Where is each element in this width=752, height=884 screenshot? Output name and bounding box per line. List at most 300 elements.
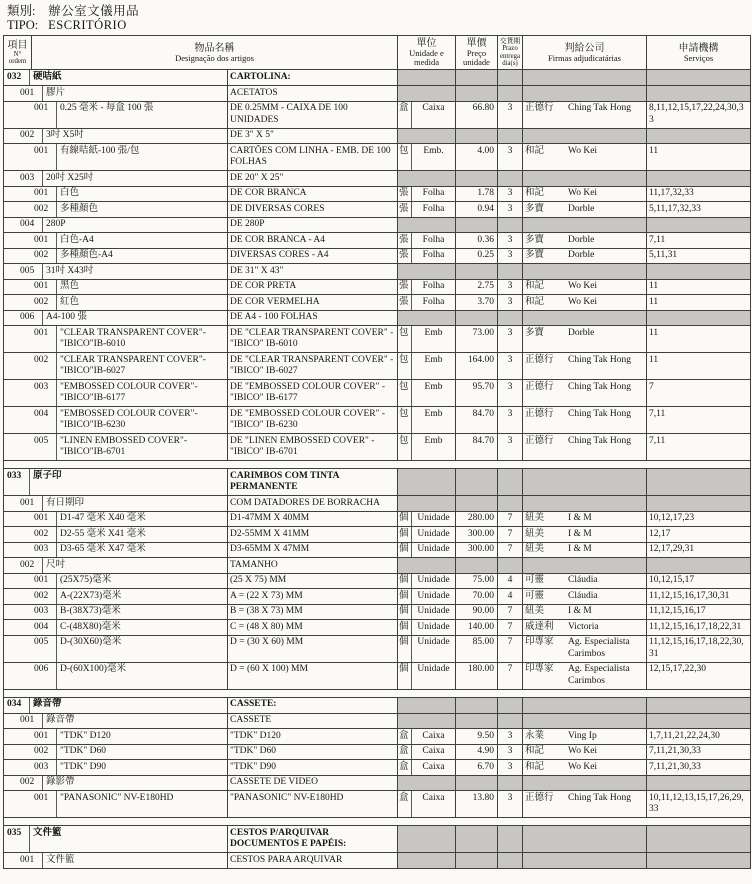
unit-symbol: 個: [398, 574, 412, 589]
firm-name-pt: Wo Kei: [568, 761, 598, 772]
designation-cell: [4, 573, 228, 589]
shaded-cell: [523, 469, 647, 496]
item-number: 001: [17, 853, 43, 868]
unit-cell: [398, 511, 456, 527]
section-spacer: [4, 689, 751, 697]
firm-cell: [523, 434, 647, 461]
designation-zh: D1-47 毫米 X40 毫米: [60, 513, 146, 523]
designation-pt: DE A4 - 100 FOLHAS: [228, 310, 398, 326]
unit-price: 0.36: [456, 233, 498, 249]
designation-cell: [4, 407, 228, 434]
designation-cell: [4, 791, 228, 818]
table-row-item: [4, 295, 751, 311]
designation-pt: DE "LINEN EMBOSSED COVER" - "IBICO" IB-6701: [228, 434, 398, 461]
unit-symbol: 包: [398, 326, 412, 352]
firm-cell: [523, 295, 647, 311]
spacer-cell: [4, 818, 751, 826]
shaded-cell: [523, 558, 647, 574]
designation-cell: [4, 217, 228, 233]
firm-cell: [523, 527, 647, 543]
unit-name: Emb.: [423, 145, 444, 156]
shaded-cell: [456, 775, 498, 791]
services-list: 7: [647, 380, 751, 407]
designation-zh: C-(48X80)毫米: [60, 621, 121, 632]
col-header-unit-zh: 單位: [416, 38, 437, 49]
designation-zh: 錄影帶: [46, 777, 75, 787]
delivery-days: 3: [498, 407, 523, 434]
firm-name-zh: 紐美: [525, 528, 545, 539]
table-row-item: [4, 589, 751, 605]
firm-name-zh: 正德行: [525, 408, 554, 419]
col-header-prazo-pt1: Prazo: [502, 45, 518, 53]
designation-cell: [4, 233, 228, 249]
table-row-sub: [4, 217, 751, 233]
shaded-cell: [498, 697, 523, 713]
designation-cell: [4, 826, 228, 853]
unit-name: Caixa: [422, 792, 445, 803]
col-header-item-pt2: ordem: [8, 58, 27, 65]
designation-cell: [4, 434, 228, 461]
services-list: 11,12,15,16,17,18,22,31: [647, 620, 751, 636]
designation-zh: 錄音帶: [46, 715, 75, 725]
shaded-cell: [498, 775, 523, 791]
category-value: 辦公室文儀用品: [48, 4, 140, 18]
unit-cell: [398, 248, 456, 264]
shaded-cell: [523, 826, 647, 853]
firm-name-zh: 正德行: [525, 381, 554, 392]
unit-price: 280.00: [456, 511, 498, 527]
designation-cell: [4, 186, 228, 202]
table-row-section: [4, 826, 751, 853]
firm-name-pt: I & M: [568, 606, 592, 616]
services-list: 11: [647, 295, 751, 311]
table-row-sub: [4, 86, 751, 102]
firm-name-pt: Dorble: [568, 234, 595, 245]
table-row-item: [4, 760, 751, 776]
designation-zh: "CLEAR TRANSPARENT COVER"-"IBICO"IB-6027: [60, 354, 206, 376]
unit-price: 90.00: [456, 604, 498, 620]
shaded-cell: [647, 853, 751, 869]
designation-cell: [4, 713, 228, 729]
shaded-cell: [456, 713, 498, 729]
unit-name: Emb: [424, 327, 443, 338]
item-number: 001: [31, 729, 57, 744]
designation-zh: 白色-A4: [60, 234, 94, 245]
services-list: 12,17,29,31: [647, 542, 751, 558]
firm-name-zh: 紐美: [525, 606, 545, 616]
designation-pt: DE DIVERSAS CORES: [228, 202, 398, 218]
firm-name-pt: Dorble: [568, 250, 595, 260]
delivery-days: 3: [498, 729, 523, 745]
shaded-cell: [498, 70, 523, 86]
col-header-designation: [32, 36, 398, 70]
delivery-days: 3: [498, 295, 523, 311]
unit-price: 13.80: [456, 791, 498, 818]
designation-zh: 有線咭紙-100 張/包: [60, 145, 140, 156]
delivery-days: 7: [498, 635, 523, 662]
shaded-cell: [498, 171, 523, 187]
services-list: 11,12,15,16,17,30,31: [647, 589, 751, 605]
unit-symbol: 個: [398, 589, 412, 604]
unit-symbol: 包: [398, 434, 412, 460]
services-list: 12,17: [647, 527, 751, 543]
shaded-cell: [456, 70, 498, 86]
designation-zh: 硬咭紙: [33, 71, 62, 82]
unit-symbol: 個: [398, 512, 412, 527]
firm-cell: [523, 760, 647, 776]
designation-cell: [4, 729, 228, 745]
services-list: 1,7,11,21,22,24,30: [647, 729, 751, 745]
unit-name: Emb: [424, 381, 443, 392]
services-list: 11,12,15,16,17: [647, 604, 751, 620]
item-number: 002: [31, 202, 57, 217]
designation-pt: CESTOS P/ARQUIVAR DOCUMENTOS E PAPÉIS:: [228, 826, 398, 853]
shaded-cell: [498, 713, 523, 729]
table-row-section: [4, 697, 751, 713]
col-header-services-pt: Serviços: [683, 52, 714, 63]
item-number: 001: [31, 574, 57, 589]
shaded-cell: [498, 853, 523, 869]
unit-symbol: 張: [398, 187, 412, 202]
shaded-cell: [398, 217, 456, 233]
services-list: 7,11,21,30,33: [647, 760, 751, 776]
unit-price: 75.00: [456, 573, 498, 589]
firm-name-zh: 正德行: [525, 354, 554, 365]
unit-cell: [398, 380, 456, 407]
col-header-unit: [398, 36, 456, 70]
unit-cell: [398, 791, 456, 818]
delivery-days: 3: [498, 744, 523, 760]
unit-symbol: 包: [398, 380, 412, 406]
shaded-cell: [498, 310, 523, 326]
designation-zh: D3-65 毫米 X47 毫米: [60, 544, 146, 554]
firm-name-zh: 正德行: [525, 103, 554, 113]
table-row-item: [4, 353, 751, 380]
table-row-sub: [4, 310, 751, 326]
shaded-cell: [498, 264, 523, 280]
shaded-cell: [398, 310, 456, 326]
shaded-cell: [456, 171, 498, 187]
services-list: 5,11,31: [647, 248, 751, 264]
table-row-item: [4, 186, 751, 202]
item-number: 002: [31, 249, 57, 264]
shaded-cell: [498, 558, 523, 574]
unit-cell: [398, 662, 456, 689]
designation-pt: CESTOS PARA ARQUIVAR: [228, 853, 398, 869]
shaded-cell: [398, 853, 456, 869]
designation-pt: B = (38 X 73) MM: [228, 604, 398, 620]
unit-symbol: 張: [398, 249, 412, 264]
unit-cell: [398, 407, 456, 434]
shaded-cell: [456, 558, 498, 574]
services-list: 7,11: [647, 407, 751, 434]
item-number: 034: [4, 698, 30, 713]
firm-name-zh: 永業: [525, 730, 545, 741]
unit-price: 0.25: [456, 248, 498, 264]
item-number: 002: [31, 745, 57, 760]
item-number: 033: [4, 469, 30, 495]
col-header-services-zh: 申請機構: [678, 42, 719, 54]
unit-price: 4.90: [456, 744, 498, 760]
item-number: 006: [17, 311, 43, 326]
item-number: 001: [31, 512, 57, 527]
designation-pt: D = (60 X 100) MM: [228, 662, 398, 689]
shaded-cell: [456, 128, 498, 144]
item-number: 002: [17, 776, 43, 791]
unit-cell: [398, 729, 456, 745]
delivery-days: 3: [498, 791, 523, 818]
unit-price: 3.70: [456, 295, 498, 311]
shaded-cell: [456, 853, 498, 869]
unit-symbol: 張: [398, 202, 412, 217]
table-row-item: [4, 744, 751, 760]
firm-name-zh: 和記: [525, 281, 545, 291]
table-header-row: [4, 36, 751, 70]
designation-zh: 多種顏色-A4: [60, 250, 113, 260]
services-list: 11: [647, 144, 751, 171]
shaded-cell: [398, 826, 456, 853]
unit-name: Caixa: [422, 103, 445, 113]
designation-zh: D-(60X100)毫米: [60, 664, 126, 674]
item-number: 003: [31, 380, 57, 406]
firm-cell: [523, 380, 647, 407]
delivery-days: 7: [498, 620, 523, 636]
table-row-item: [4, 233, 751, 249]
shaded-cell: [498, 469, 523, 496]
delivery-days: 4: [498, 589, 523, 605]
shaded-cell: [523, 496, 647, 512]
table-row-item: [4, 791, 751, 818]
designation-cell: [4, 775, 228, 791]
designation-cell: [4, 697, 228, 713]
designation-zh: 尺吋: [46, 559, 66, 570]
designation-cell: [4, 264, 228, 280]
firm-cell: [523, 542, 647, 558]
firm-cell: [523, 353, 647, 380]
shaded-cell: [523, 713, 647, 729]
shaded-cell: [523, 171, 647, 187]
designation-pt: DE "EMBOSSED COLOUR COVER" - "IBICO" IB-6230: [228, 407, 398, 434]
shaded-cell: [398, 264, 456, 280]
designation-pt: D2-55MM X 41MM: [228, 527, 398, 543]
delivery-days: 7: [498, 662, 523, 689]
col-header-prazo-pt2: entrega: [500, 52, 520, 60]
delivery-days: 7: [498, 527, 523, 543]
shaded-cell: [456, 496, 498, 512]
designation-cell: [4, 853, 228, 869]
table-row-sub: [4, 496, 751, 512]
unit-name: Unidade: [417, 513, 450, 523]
designation-pt: DE COR PRETA: [228, 279, 398, 295]
firm-name-pt: Ching Tak Hong: [568, 792, 632, 803]
table-row-sub: [4, 171, 751, 187]
item-number: 005: [17, 264, 43, 279]
firm-name-pt: Cláudia: [568, 575, 598, 585]
designation-zh: (25X75)毫米: [60, 575, 112, 585]
firm-cell: [523, 635, 647, 662]
services-list: 10,12,15,17: [647, 573, 751, 589]
designation-pt: CARTOLINA:: [228, 70, 398, 86]
designation-pt: DE "EMBOSSED COLOUR COVER" - "IBICO" IB-6177: [228, 380, 398, 407]
item-number: 001: [31, 187, 57, 202]
unit-price: 84.70: [456, 434, 498, 461]
unit-symbol: 個: [398, 527, 412, 542]
shaded-cell: [647, 264, 751, 280]
designation-zh: 錄音帶: [33, 699, 62, 709]
delivery-days: 3: [498, 186, 523, 202]
designation-zh: A-(22X73)毫米: [60, 590, 122, 601]
unit-price: 84.70: [456, 407, 498, 434]
services-list: 11: [647, 279, 751, 295]
shaded-cell: [456, 697, 498, 713]
unit-name: Caixa: [422, 730, 445, 741]
designation-cell: [4, 86, 228, 102]
col-header-prazo-zh: 交貨期: [499, 38, 521, 46]
unit-symbol: 個: [398, 620, 412, 635]
item-number: 035: [4, 826, 30, 852]
shaded-cell: [498, 217, 523, 233]
firm-name-pt: Victoria: [568, 621, 599, 632]
item-number: 002: [17, 129, 43, 144]
col-header-item: [4, 36, 32, 70]
shaded-cell: [523, 310, 647, 326]
unit-name: Caixa: [422, 761, 445, 772]
table-row-item: [4, 407, 751, 434]
table-row-section: [4, 469, 751, 496]
unit-price: 73.00: [456, 326, 498, 353]
designation-zh: 280P: [46, 219, 66, 229]
firm-name-zh: 印專家: [525, 637, 554, 647]
designation-zh: D-(30X60)毫米: [60, 637, 122, 647]
item-number: 001: [31, 326, 57, 352]
designation-pt: "PANASONIC" NV-E180HD: [228, 791, 398, 818]
designation-cell: [4, 744, 228, 760]
shaded-cell: [523, 217, 647, 233]
firm-name-zh: 可靈: [525, 590, 545, 601]
designation-pt: DE "CLEAR TRANSPARENT COVER" - "IBICO" IB-6027: [228, 353, 398, 380]
designation-cell: [4, 101, 228, 128]
col-header-firms: [523, 36, 647, 70]
unit-name: Unidade: [417, 575, 450, 585]
item-number: 001: [17, 86, 43, 101]
table-row-item: [4, 604, 751, 620]
designation-pt: "TDK" D120: [228, 729, 398, 745]
col-header-unit-pt2: medida: [413, 57, 440, 67]
unit-cell: [398, 542, 456, 558]
shaded-cell: [398, 697, 456, 713]
designation-pt: A = (22 X 73) MM: [228, 589, 398, 605]
delivery-days: 7: [498, 511, 523, 527]
firm-cell: [523, 729, 647, 745]
services-list: 7,11: [647, 233, 751, 249]
shaded-cell: [398, 558, 456, 574]
unit-name: Unidade: [417, 606, 450, 616]
unit-name: Folha: [422, 203, 445, 214]
delivery-days: 3: [498, 353, 523, 380]
delivery-days: 3: [498, 144, 523, 171]
item-number: 005: [31, 636, 57, 662]
firm-cell: [523, 101, 647, 128]
designation-pt: CASSETE DE VIDEO: [228, 775, 398, 791]
unit-price: 6.70: [456, 760, 498, 776]
table-row-item: [4, 144, 751, 171]
spacer-cell: [4, 689, 751, 697]
table-row-section: [4, 70, 751, 86]
designation-cell: [4, 310, 228, 326]
table-row-item: [4, 729, 751, 745]
item-number: 003: [31, 605, 57, 620]
designation-cell: [4, 496, 228, 512]
designation-zh: "EMBOSSED COLOUR COVER"-"IBICO"IB-6230: [60, 408, 198, 430]
unit-cell: [398, 604, 456, 620]
table-row-item: [4, 434, 751, 461]
col-header-services: [647, 36, 751, 70]
unit-name: Caixa: [422, 746, 445, 756]
shaded-cell: [523, 697, 647, 713]
unit-cell: [398, 233, 456, 249]
document-header: [2, 2, 750, 35]
shaded-cell: [647, 775, 751, 791]
firm-name-pt: Wo Kei: [568, 188, 598, 198]
firm-name-pt: Ching Tak Hong: [568, 381, 632, 392]
designation-cell: [4, 527, 228, 543]
item-number: 004: [31, 620, 57, 635]
designation-cell: [4, 760, 228, 776]
firm-cell: [523, 604, 647, 620]
designation-pt: DE "CLEAR TRANSPARENT COVER" - "IBICO" IB-6010: [228, 326, 398, 353]
firm-cell: [523, 144, 647, 171]
designation-pt: DE COR BRANCA - A4: [228, 233, 398, 249]
designation-zh: 原子印: [33, 470, 62, 481]
designation-cell: [4, 171, 228, 187]
designation-zh: A4-100 張: [46, 312, 87, 322]
firm-name-pt: I & M: [568, 528, 592, 539]
designation-pt: CARTÕES COM LINHA - EMB. DE 100 FOLHAS: [228, 144, 398, 171]
designation-pt: C = (48 X 80) MM: [228, 620, 398, 636]
designation-zh: 31吋 X43吋: [46, 265, 94, 276]
shaded-cell: [523, 70, 647, 86]
shaded-cell: [398, 469, 456, 496]
firm-cell: [523, 326, 647, 353]
firm-name-pt: Dorble: [568, 327, 595, 338]
designation-zh: "TDK" D120: [60, 730, 111, 741]
designation-cell: [4, 144, 228, 171]
shaded-cell: [647, 171, 751, 187]
table-row-sub: [4, 128, 751, 144]
unit-cell: [398, 434, 456, 461]
firm-name-pt: Wo Kei: [568, 281, 598, 291]
firm-name-zh: 紐美: [525, 513, 545, 523]
designation-cell: [4, 589, 228, 605]
firm-name-pt: Ving Ip: [568, 730, 597, 741]
shaded-cell: [498, 496, 523, 512]
designation-pt: DE 280P: [228, 217, 398, 233]
table-row-item: [4, 202, 751, 218]
col-header-prazo: [498, 36, 523, 70]
shaded-cell: [523, 128, 647, 144]
table-row-item: [4, 380, 751, 407]
designation-zh: 多種顏色: [60, 203, 99, 214]
unit-price: 300.00: [456, 542, 498, 558]
item-number: 006: [31, 663, 57, 689]
firm-name-pt: Dorble: [568, 203, 595, 214]
designation-zh: 紅色: [60, 296, 80, 307]
designation-cell: [4, 128, 228, 144]
firm-name-zh: 多寶: [525, 250, 545, 260]
designation-zh: "EMBOSSED COLOUR COVER"-"IBICO"IB-6177: [60, 381, 198, 403]
designation-pt: DIVERSAS CORES - A4: [228, 248, 398, 264]
shaded-cell: [647, 713, 751, 729]
